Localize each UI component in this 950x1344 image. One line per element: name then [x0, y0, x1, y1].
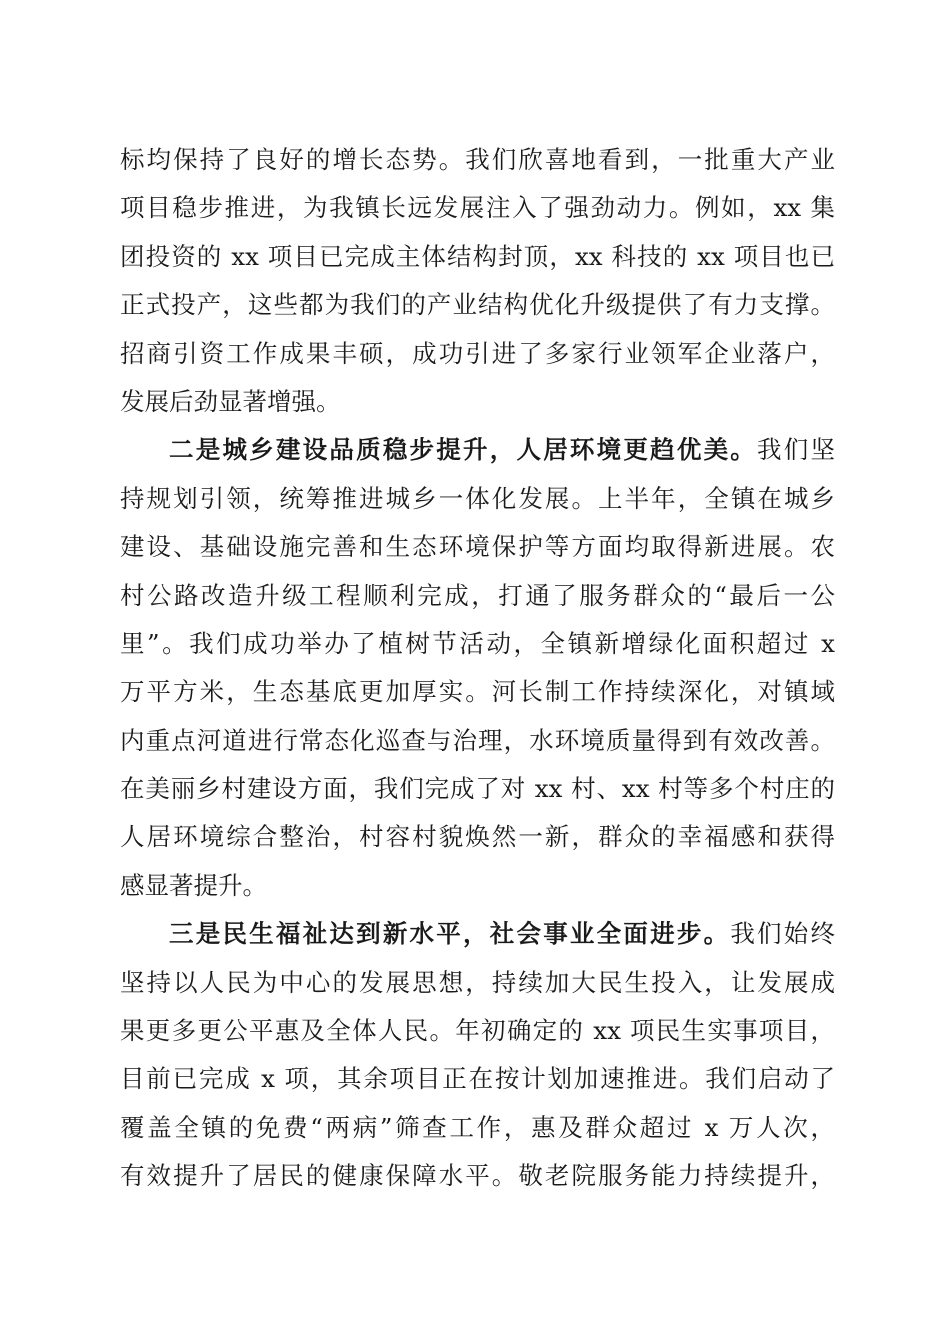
paragraph-3-lead: 三是民生福祉达到新水平，社会事业全面进步。	[169, 919, 731, 949]
paragraph-1-line-1: 标均保持了良好的增长态势。我们欣喜地看到，一批重大产业	[120, 145, 835, 174]
paragraph-2	[120, 426, 835, 910]
paragraph-3-line-2: 坚持以人民为中心的发展思想，持续加大民生投入，让发展成	[120, 967, 835, 997]
paragraph-1-line-5: 招商引资工作成果丰硕，成功引进了多家行业领军企业落户，	[120, 338, 835, 368]
paragraph-1-line-2: 项目稳步推进，为我镇长远发展注入了强劲动力。例如，xx 集	[120, 193, 835, 223]
paragraph-1	[120, 136, 835, 426]
paragraph-1-line-3: 团投资的 xx 项目已完成主体结构封顶，xx 科技的 xx 项目也已	[120, 241, 835, 271]
paragraph-2-line-8: 在美丽乡村建设方面，我们完成了对 xx 村、xx 村等多个村庄的	[120, 774, 835, 804]
paragraph-3-line-1	[120, 910, 835, 958]
paragraph-2-line-10: 感显著提升。	[120, 870, 267, 900]
paragraph-2-line-7: 内重点河道进行常态化巡查与治理，水环境质量得到有效改善。	[120, 725, 835, 755]
paragraph-2-first-line-rest: 我们坚	[757, 435, 836, 465]
paragraph-2-line-2: 持规划引领，统筹推进城乡一体化发展。上半年，全镇在城乡	[120, 483, 835, 513]
paragraph-2-line-9: 人居环境综合整治，村容村貌焕然一新，群众的幸福感和获得	[120, 822, 835, 852]
paragraph-1-line-4: 正式投产，这些都为我们的产业结构优化升级提供了有力支撑。	[120, 290, 835, 320]
paragraph-1-line-6: 发展后劲显著增强。	[120, 386, 341, 416]
paragraph-2-line-4: 村公路改造升级工程顺利完成，打通了服务群众的“最后一公	[120, 580, 835, 610]
paragraph-2-line-3: 建设、基础设施完善和生态环境保护等方面均取得新进展。农	[120, 532, 835, 562]
paragraph-3-line-5: 覆盖全镇的免费“两病”筛查工作，惠及群众超过 x 万人次，	[120, 1112, 835, 1142]
paragraph-3-first-line-rest: 我们始终	[730, 919, 835, 949]
paragraph-3	[120, 910, 835, 1200]
paragraph-3-line-4: 目前已完成 x 项，其余项目正在按计划加速推进。我们启动了	[120, 1064, 835, 1094]
paragraph-2-lead: 二是城乡建设品质稳步提升，人居环境更趋优美。	[169, 435, 758, 465]
paragraph-3-line-6: 有效提升了居民的健康保障水平。敬老院服务能力持续提升，	[120, 1161, 835, 1191]
paragraph-2-line-1	[120, 426, 835, 474]
paragraph-3-line-3: 果更多更公平惠及全体人民。年初确定的 xx 项民生实事项目，	[120, 1016, 835, 1046]
paragraph-2-line-5: 里”。我们成功举办了植树节活动，全镇新增绿化面积超过 x	[120, 628, 835, 658]
document-body	[120, 136, 835, 1201]
paragraph-2-line-6: 万平方米，生态基底更加厚实。河长制工作持续深化，对镇域	[120, 677, 835, 707]
